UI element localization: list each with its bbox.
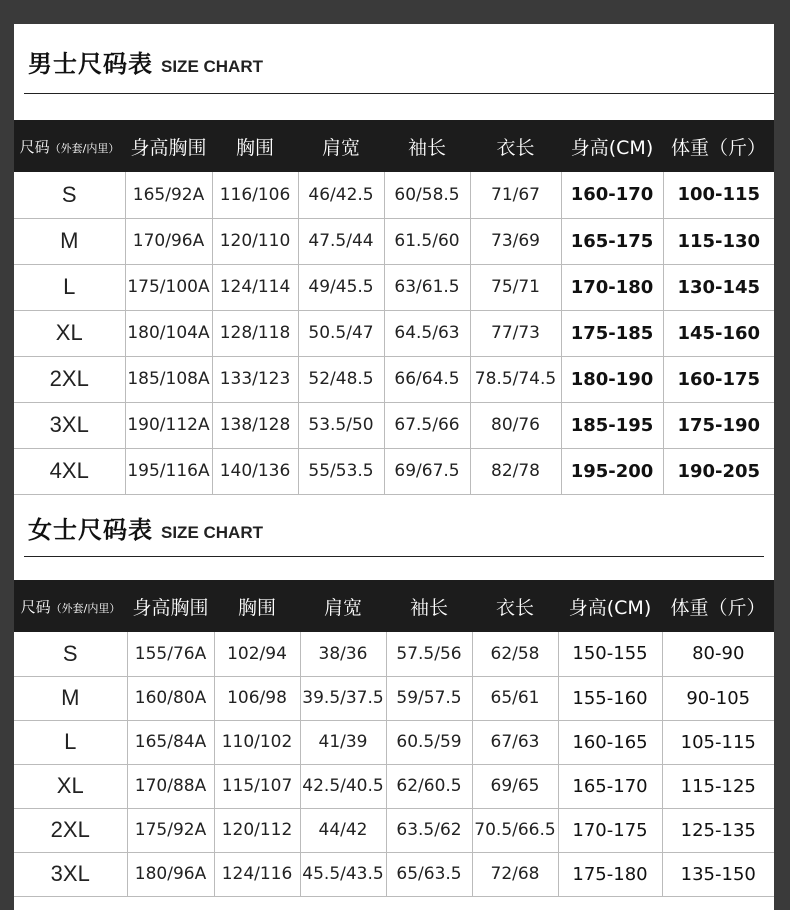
women-title-rule <box>24 556 764 557</box>
size-cell: 70.5/66.5 <box>472 808 558 852</box>
size-cell: 170-175 <box>558 808 662 852</box>
size-cell: 50.5/47 <box>298 310 384 356</box>
men-header-col: 胸围 <box>212 120 298 172</box>
size-cell: 61.5/60 <box>384 218 470 264</box>
size-cell: 195-200 <box>561 448 663 494</box>
size-cell: 55/53.5 <box>298 448 384 494</box>
size-cell: 124/116 <box>214 852 300 896</box>
men-header-col: 袖长 <box>384 120 470 172</box>
women-table-row <box>14 852 774 896</box>
size-cell: 106/98 <box>214 676 300 720</box>
size-cell: 160/80A <box>127 676 214 720</box>
men-table-row <box>14 172 774 218</box>
size-cell: 115-130 <box>663 218 774 264</box>
size-cell: 175-190 <box>663 402 774 448</box>
size-cell: 38/36 <box>300 632 386 676</box>
size-cell: 63.5/62 <box>386 808 472 852</box>
men-title-en: SIZE CHART <box>161 57 263 76</box>
men-header-col: 体重（斤） <box>663 120 774 172</box>
women-header-col: 肩宽 <box>300 580 386 632</box>
size-cell: 39.5/37.5 <box>300 676 386 720</box>
size-cell: 80-90 <box>662 632 774 676</box>
men-table-row <box>14 448 774 494</box>
size-cell: 64.5/63 <box>384 310 470 356</box>
size-cell: 190/112A <box>125 402 212 448</box>
size-cell: 102/94 <box>214 632 300 676</box>
size-cell: 160-170 <box>561 172 663 218</box>
size-cell: 47.5/44 <box>298 218 384 264</box>
women-header-col: 身高(CM) <box>558 580 662 632</box>
size-cell: 135-150 <box>662 852 774 896</box>
women-table-row <box>14 632 774 676</box>
size-label: 4XL <box>14 448 125 494</box>
size-cell: 125-135 <box>662 808 774 852</box>
women-title <box>28 510 263 545</box>
men-size-table <box>14 120 774 495</box>
men-table-row <box>14 264 774 310</box>
size-cell: 69/67.5 <box>384 448 470 494</box>
size-cell: 165/84A <box>127 720 214 764</box>
men-header-size-sub: （外套/内里） <box>49 142 120 155</box>
men-table-row <box>14 356 774 402</box>
size-cell: 60/58.5 <box>384 172 470 218</box>
size-cell: 52/48.5 <box>298 356 384 402</box>
women-header-size-main: 尺码 <box>20 598 51 616</box>
size-cell: 105-115 <box>662 720 774 764</box>
women-header-size-sub: （外套/内里） <box>50 602 121 615</box>
size-cell: 80/76 <box>470 402 561 448</box>
size-cell: 120/112 <box>214 808 300 852</box>
men-header-size <box>14 120 125 172</box>
size-cell: 75/71 <box>470 264 561 310</box>
size-cell: 116/106 <box>212 172 298 218</box>
women-table-row <box>14 764 774 808</box>
size-label: S <box>14 172 125 218</box>
size-cell: 170-180 <box>561 264 663 310</box>
size-cell: 71/67 <box>470 172 561 218</box>
men-title-cn: 男士尺码表 <box>28 50 153 78</box>
women-header-size <box>14 580 127 632</box>
size-cell: 78.5/74.5 <box>470 356 561 402</box>
women-table-body <box>14 632 774 896</box>
women-table-row <box>14 808 774 852</box>
size-cell: 130-145 <box>663 264 774 310</box>
men-header-col: 肩宽 <box>298 120 384 172</box>
size-cell: 44/42 <box>300 808 386 852</box>
women-table-row <box>14 720 774 764</box>
size-cell: 155/76A <box>127 632 214 676</box>
size-cell: 180/96A <box>127 852 214 896</box>
size-cell: 175/100A <box>125 264 212 310</box>
size-cell: 128/118 <box>212 310 298 356</box>
size-cell: 66/64.5 <box>384 356 470 402</box>
men-title <box>28 44 263 79</box>
size-cell: 72/68 <box>472 852 558 896</box>
size-label: M <box>14 676 127 720</box>
size-cell: 73/69 <box>470 218 561 264</box>
size-cell: 90-105 <box>662 676 774 720</box>
size-cell: 46/42.5 <box>298 172 384 218</box>
size-cell: 140/136 <box>212 448 298 494</box>
size-cell: 170/88A <box>127 764 214 808</box>
size-cell: 49/45.5 <box>298 264 384 310</box>
men-header-col: 身高胸围 <box>125 120 212 172</box>
size-cell: 100-115 <box>663 172 774 218</box>
size-label: S <box>14 632 127 676</box>
size-cell: 190-205 <box>663 448 774 494</box>
men-header-size-main: 尺码 <box>19 138 50 156</box>
size-cell: 57.5/56 <box>386 632 472 676</box>
size-cell: 115-125 <box>662 764 774 808</box>
men-table-body <box>14 172 774 494</box>
size-cell: 67/63 <box>472 720 558 764</box>
women-table-row <box>14 676 774 720</box>
size-cell: 110/102 <box>214 720 300 764</box>
size-cell: 175-180 <box>558 852 662 896</box>
size-cell: 77/73 <box>470 310 561 356</box>
size-label: XL <box>14 310 125 356</box>
size-cell: 69/65 <box>472 764 558 808</box>
size-cell: 67.5/66 <box>384 402 470 448</box>
size-label: L <box>14 264 125 310</box>
size-cell: 180/104A <box>125 310 212 356</box>
size-cell: 185/108A <box>125 356 212 402</box>
size-cell: 160-165 <box>558 720 662 764</box>
women-title-en: SIZE CHART <box>161 523 263 542</box>
size-cell: 42.5/40.5 <box>300 764 386 808</box>
size-cell: 82/78 <box>470 448 561 494</box>
men-table-row <box>14 218 774 264</box>
size-cell: 165/92A <box>125 172 212 218</box>
men-header-col: 衣长 <box>470 120 561 172</box>
size-label: M <box>14 218 125 264</box>
size-cell: 115/107 <box>214 764 300 808</box>
size-cell: 165-170 <box>558 764 662 808</box>
women-header-col: 身高胸围 <box>127 580 214 632</box>
size-label: L <box>14 720 127 764</box>
size-cell: 180-190 <box>561 356 663 402</box>
size-cell: 62/60.5 <box>386 764 472 808</box>
size-cell: 124/114 <box>212 264 298 310</box>
size-label: 2XL <box>14 808 127 852</box>
size-cell: 170/96A <box>125 218 212 264</box>
men-header-row <box>14 120 774 172</box>
men-title-rule <box>24 93 774 94</box>
women-title-cn: 女士尺码表 <box>28 516 153 544</box>
size-cell: 60.5/59 <box>386 720 472 764</box>
size-cell: 155-160 <box>558 676 662 720</box>
size-cell: 45.5/43.5 <box>300 852 386 896</box>
size-cell: 41/39 <box>300 720 386 764</box>
size-cell: 59/57.5 <box>386 676 472 720</box>
women-header-col: 体重（斤） <box>662 580 774 632</box>
size-cell: 63/61.5 <box>384 264 470 310</box>
size-cell: 65/61 <box>472 676 558 720</box>
size-cell: 62/58 <box>472 632 558 676</box>
men-table-row <box>14 402 774 448</box>
size-cell: 65/63.5 <box>386 852 472 896</box>
size-label: XL <box>14 764 127 808</box>
size-label: 2XL <box>14 356 125 402</box>
size-cell: 195/116A <box>125 448 212 494</box>
size-cell: 175/92A <box>127 808 214 852</box>
size-cell: 53.5/50 <box>298 402 384 448</box>
size-cell: 133/123 <box>212 356 298 402</box>
women-header-col: 袖长 <box>386 580 472 632</box>
size-cell: 175-185 <box>561 310 663 356</box>
size-cell: 160-175 <box>663 356 774 402</box>
size-cell: 145-160 <box>663 310 774 356</box>
size-cell: 150-155 <box>558 632 662 676</box>
women-size-table <box>14 580 774 897</box>
women-header-row <box>14 580 774 632</box>
size-label: 3XL <box>14 402 125 448</box>
women-header-col: 胸围 <box>214 580 300 632</box>
men-header-col: 身高(CM) <box>561 120 663 172</box>
size-cell: 185-195 <box>561 402 663 448</box>
size-label: 3XL <box>14 852 127 896</box>
women-header-col: 衣长 <box>472 580 558 632</box>
size-chart-page <box>14 24 774 910</box>
size-cell: 165-175 <box>561 218 663 264</box>
size-cell: 138/128 <box>212 402 298 448</box>
size-cell: 120/110 <box>212 218 298 264</box>
men-table-row <box>14 310 774 356</box>
